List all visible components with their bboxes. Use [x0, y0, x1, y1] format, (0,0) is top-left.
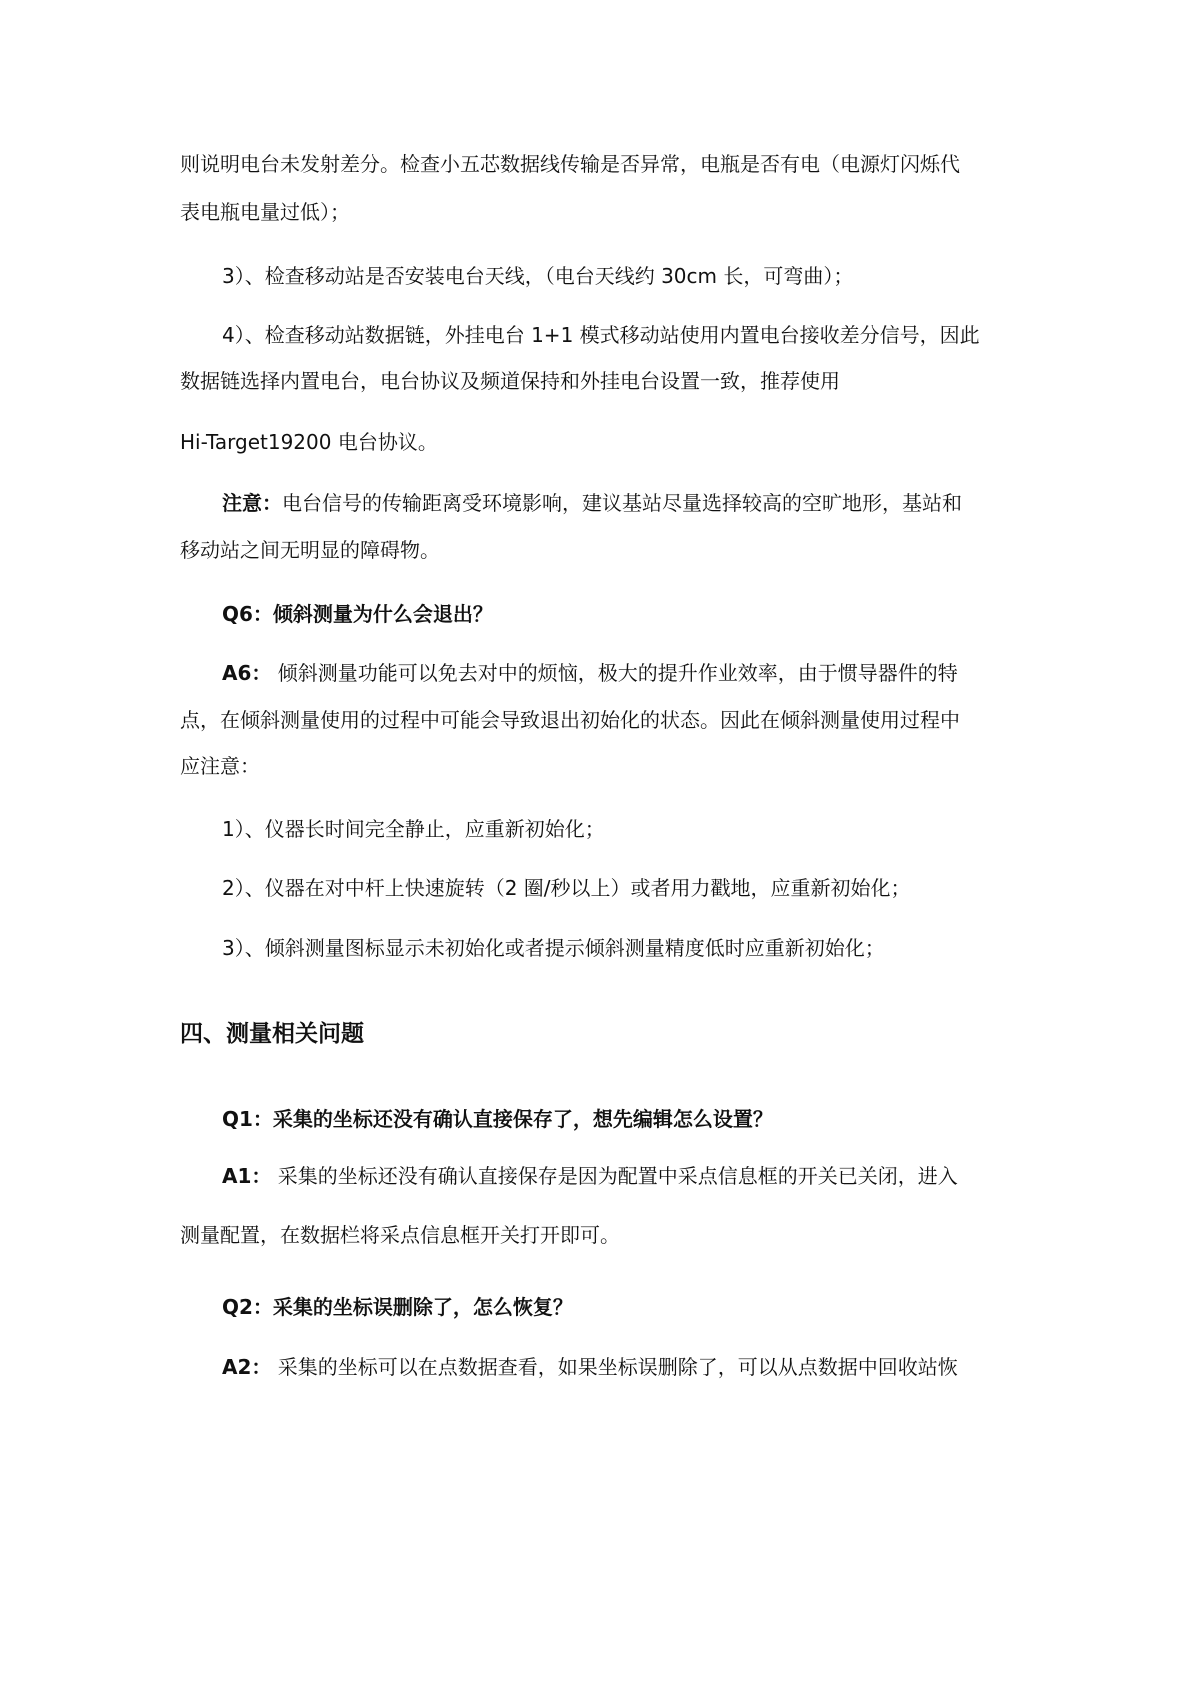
paragraph-line: 表电瓶电量过低）；	[180, 200, 350, 224]
paragraph-line: 数据链选择内置电台，电台协议及频道保持和外挂电台设置一致，推荐使用	[180, 369, 840, 393]
paragraph-line: 点，在倾斜测量使用的过程中可能会导致退出初始化的状态。因此在倾斜测量使用过程中	[180, 708, 960, 732]
list-item-3: 3）、检查移动站是否安装电台天线，（电台天线约 30cm 长，可弯曲）；	[222, 264, 854, 288]
note-label: 注意：	[222, 491, 282, 515]
answer-text: 采集的坐标还没有确认直接保存是因为配置中采点信息框的开关已关闭，进入	[277, 1164, 958, 1188]
paragraph-line: 移动站之间无明显的障碍物。	[180, 538, 440, 562]
list-item-3: 3）、倾斜测量图标显示未初始化或者提示倾斜测量精度低时应重新初始化；	[222, 936, 885, 960]
answer-label: A2：	[222, 1355, 272, 1379]
note-paragraph	[222, 489, 962, 517]
paragraph-line: 则说明电台未发射差分。检查小五芯数据线传输是否异常，电瓶是否有电（电源灯闪烁代	[180, 152, 960, 176]
answer-a2	[222, 1353, 958, 1381]
answer-label: A1：	[222, 1164, 272, 1188]
question-q2: Q2：采集的坐标误删除了，怎么恢复？	[222, 1295, 573, 1319]
question-q6: Q6：倾斜测量为什么会退出？	[222, 602, 493, 626]
answer-text: 采集的坐标可以在点数据查看，如果坐标误删除了，可以从点数据中回收站恢	[277, 1355, 958, 1379]
paragraph-line: 应注意：	[180, 754, 260, 778]
answer-a1	[222, 1162, 958, 1190]
answer-a6	[222, 659, 958, 687]
list-item-2: 2）、仪器在对中杆上快速旋转（2 圈/秒以上）或者用力戳地，应重新初始化；	[222, 876, 911, 900]
answer-label: A6：	[222, 661, 272, 685]
question-q1: Q1：采集的坐标还没有确认直接保存了，想先编辑怎么设置？	[222, 1107, 773, 1131]
paragraph-line: Hi-Target19200 电台协议。	[180, 430, 438, 454]
paragraph-line: 测量配置，在数据栏将采点信息框开关打开即可。	[180, 1223, 620, 1247]
list-item-1: 1）、仪器长时间完全静止，应重新初始化；	[222, 817, 605, 841]
list-item-4: 4）、检查移动站数据链，外挂电台 1+1 模式移动站使用内置电台接收差分信号，因此	[222, 323, 980, 347]
answer-text: 倾斜测量功能可以免去对中的烦恼，极大的提升作业效率，由于惯导器件的特	[277, 661, 958, 685]
section-heading: 四、测量相关问题	[180, 1021, 364, 1047]
note-text: 电台信号的传输距离受环境影响，建议基站尽量选择较高的空旷地形，基站和	[282, 491, 962, 515]
